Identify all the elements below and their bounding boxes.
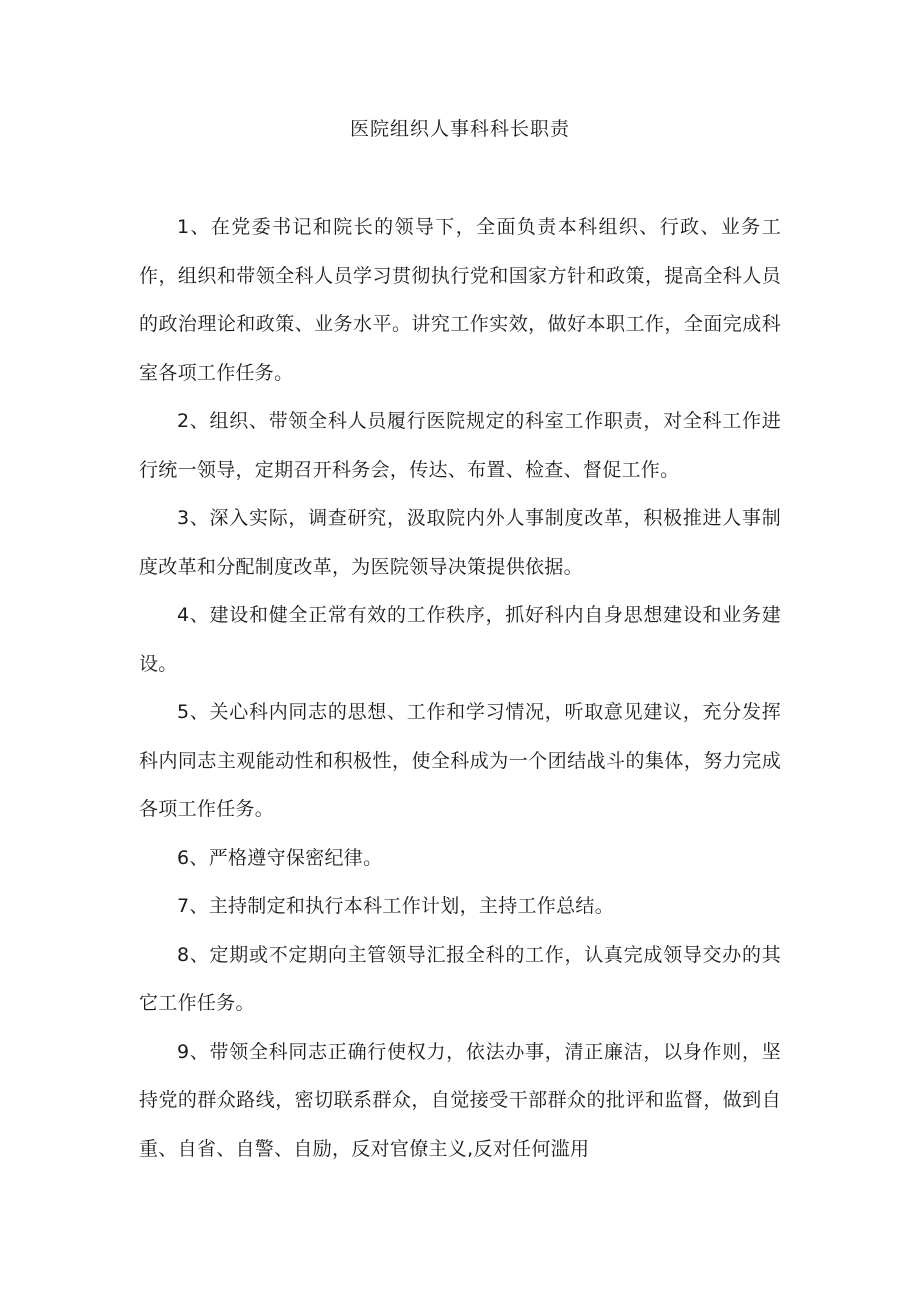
duty-item-3: 3、深入实际，调查研究，汲取院内外人事制度改革，积极推进人事制度改革和分配制度改革，为医院领导决策提供依据。: [139, 507, 781, 578]
duty-item-9: 9、带领全科同志正确行使权力，依法办事，清正廉洁，以身作则，坚持党的群众路线，密切联系群众，自觉接受干部群众的批评和监督，做到自重、自省、自警、自励，反对官僚主义,反对任何滥用: [139, 1040, 781, 1160]
document-body: [139, 203, 781, 1173]
duty-item-4: 4、建设和健全正常有效的工作秩序，抓好科内自身思想建设和业务建设。: [139, 604, 781, 675]
duty-item-1: 1、在党委书记和院长的领导下，全面负责本科组织、行政、业务工作，组织和带领全科人员学习贯彻执行党和国家方针和政策，提高全科人员的政治理论和政策、业务水平。讲究工作实效，做好本职工作，全面完成科室各项工作任务。: [139, 216, 781, 384]
duty-item-5: 5、关心科内同志的思想、工作和学习情况，听取意见建议，充分发挥科内同志主观能动性和积极性，使全科成为一个团结战斗的集体，努力完成各项工作任务。: [139, 701, 781, 820]
duty-item-7: 7、主持制定和执行本科工作计划，主持工作总结。: [177, 895, 614, 917]
duty-item-6: 6、严格遵守保密纪律。: [177, 846, 383, 869]
duty-item-8: 8、定期或不定期向主管领导汇报全科的工作，认真完成领导交办的其它工作任务。: [139, 943, 781, 1014]
duty-item-2: 2、组织、带领全科人员履行医院规定的科室工作职责，对全科工作进行统一领导，定期召开科务会，传达、布置、检查、督促工作。: [139, 410, 781, 481]
document-title: 医院组织人事科科长职责: [349, 118, 570, 140]
